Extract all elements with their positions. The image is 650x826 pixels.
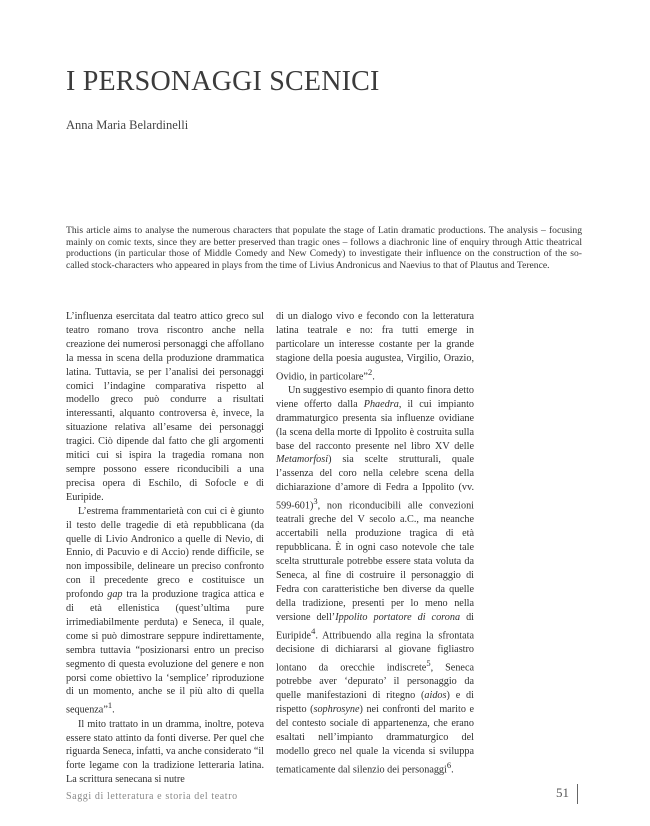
footnote-marker[interactable]: 1 xyxy=(107,700,113,711)
paragraph: Il mito trattato in un dramma, inoltre, poteva essere stato attinto da fonti diverse. Per quel che riguarda Seneca, infatti, va anche considerato “il forte legame con la tradizione letteraria latina. La scrittura senecana si nutre xyxy=(66,718,264,786)
body-column-right xyxy=(276,310,474,777)
footnote-marker[interactable]: 6 xyxy=(446,759,452,770)
author-name: Anna Maria Belardinelli xyxy=(66,118,189,132)
footnote-marker[interactable]: 2 xyxy=(367,366,373,377)
paragraph: di un dialogo vivo e fecondo con la letteratura latina teatrale e no: fra tutti emerge in particolare un interesse costante per la grande stagione della poesia augustea, Virgilio, Orazio, Ovidio, in particolare”$^2$. xyxy=(276,311,474,383)
paragraph: L’estrema frammentarietà con cui ci è giunto il testo delle tragedie di età repubblicana (da quelle di Livio Andronico a quelle di Nevio, di Ennio, di Pacuvio e di Accio) rende difficile, se non impossibile, delineare un preciso confronto con il precedente greco e costituisce un profondo gap tra la produzione tragica attica e di età ellenistica (quest’ultima pure irrimediabilmente perduta) e Seneca, il quale, come si può dimostrare seppure indirettamente, sembra tuttavia “posizionarsi entro un preciso segmento di questa evoluzione del genere e non porsi come obiettivo la ‘semplice’ riproduzione di un momento, anche se il più alto di quella sequenza”$^1$. xyxy=(66,505,264,716)
footnote-marker[interactable]: 5 xyxy=(426,657,431,668)
body-column-left xyxy=(66,310,264,787)
italic-term: sophrosyne xyxy=(313,704,360,716)
italic-term: aidos xyxy=(424,690,447,702)
italic-term: gap xyxy=(107,589,123,601)
footer-rule xyxy=(577,784,578,804)
page-number: 51 xyxy=(556,785,569,800)
paragraph: L’influenza esercitata dal teatro attico greco sul teatro romano trova riscontro anche nella creazione dei numerosi personaggi che affollano la messa in scena della produzione drammatica latina. Tuttavia, se per l’analisi dei personaggi comici l’indagine comparativa rispetto al modello greco può condurre a risultati interessanti, alquanto controversa è, invece, la situazione relativa all’esame dei personaggi tragici. Ciò dipende dal fatto che gli argomenti mitici cui si ispira la tragedia romana non sempre possono essere riconducibili a una precisa opera di Eschilo, di Sofocle e di Euripide. xyxy=(66,311,264,503)
abstract: This article aims to analyse the numerous characters that populate the stage of Latin dramatic productions. The analysis – focusing mainly on comic texts, since they are better preserved than tragic ones – follows a diachronic line of enquiry through Attic theatrical productions (in particular those of Middle Comedy and New Comedy) to investigate their influence on the construction of the so-called stock-characters who appeared in plays from the time of Livius Andronicus and Naevius to that of Plautus and Terence. xyxy=(66,225,582,272)
article-title: I PERSONAGGI SCENICI xyxy=(66,66,380,97)
footnote-marker[interactable]: 4 xyxy=(311,625,316,636)
italic-title: Ippolito portatore di corona xyxy=(335,611,461,623)
italic-title: Phaedra xyxy=(363,398,399,410)
running-footer-series: Saggi di letteratura e storia del teatro xyxy=(66,791,238,802)
footnote-marker[interactable]: 3 xyxy=(313,496,318,507)
paragraph: Un suggestivo esempio di quanto finora detto viene offerto dalla Phaedra, il cui impianto drammaturgico presenta sia influenze ovidiane (la scena della morte di Ippolito è costruita sulla base del racconto presente nel libro XV delle Metamorfosi) sia scelte strutturali, quale l’assenza del coro nella celebre scena della dichiarazione d’amore di Fedra a Ippolito (vv. 599-601)$^3$, non riconducibili alle convezioni teatrali greche del V secolo a.C., ma neanche accertabili nella produzione tragica di età repubblicana. È in ogni caso notevole che tale scelta strutturale potrebbe essere stata voluta da Seneca, al fine di costruire il personaggio di Fedra con caratteristiche ben diverse da quelle della tradizione, presenti per lo meno nella versione dell’Ippolito portatore di corona di Euripide$^4$. Attribuendo alla regina la sfrontata decisione di dichiararsi al giovane figliastro lontano da orecchie indiscrete$^5$, Seneca potrebbe aver ‘depurato’ il personaggio da quelle manifestazioni di ritegno (aidos) e di rispetto (sophrosyne) nei confronti del marito e del contesto sociale di appartenenza, che erano esaltati nell’impianto drammaturgico del modello greco nel quale la vicenda si sviluppa tematicamente dal silenzio dei personaggi$^6$. xyxy=(276,384,474,776)
italic-title: Metamorfosi xyxy=(276,454,329,466)
